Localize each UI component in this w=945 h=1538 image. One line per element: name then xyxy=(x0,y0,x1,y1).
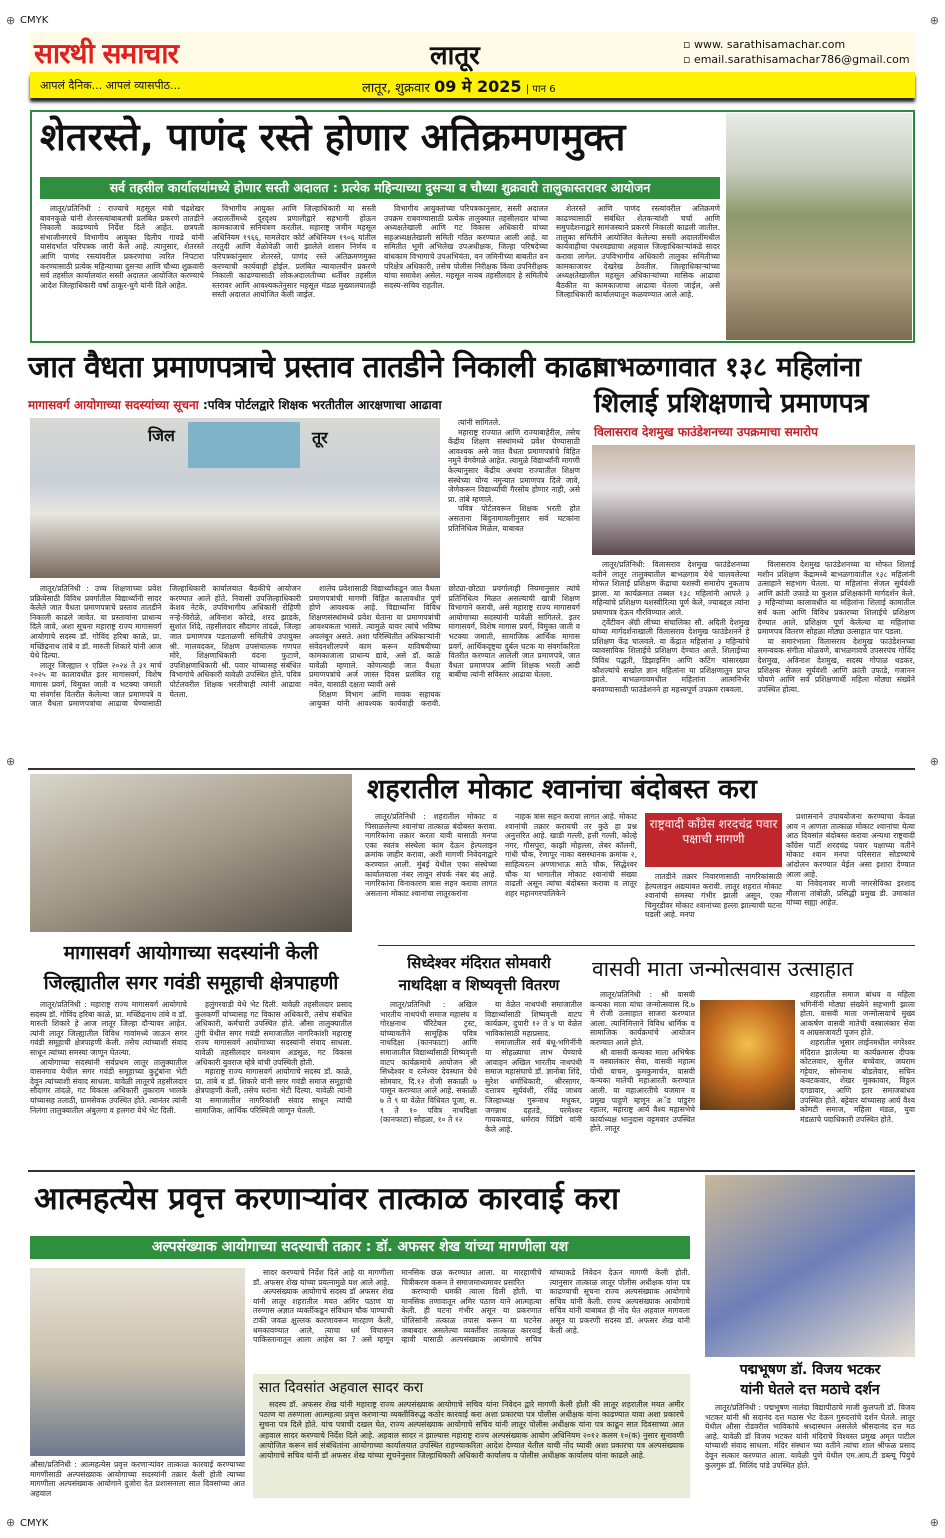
meeting-photo xyxy=(30,418,440,578)
article-body: लातूर/प्रतिनिधी : शहरातील मोकाट व पिसाळलेल्या श्वानांचा तात्काळ बंदोबस्त करावा. नागरिकांना तक्रार करता यावी यासाठी मनपा एका स्वतंत्र संस्थेला काम देऊन हेल्पलाइन क्रमांक जाहीर करावा, अशी मागणी निवेदनाद्वारे करण्यात आली. मुंबई येथील एका संस्थेच्या कार्यालयाला नंबर लावून संपर्क नंबर बंद आहे. नागरिकांना विनाकारण त्रास सहन करावा लागत असताना मोकाट श्वानांचा लातूरकरांना नाहक त्रास सहन करावा लागत आहे. मोकाट श्वानांची तक्रार करायची तर कुठे हा प्रश्न अनुत्तरित आहे. खाडी गल्ली, हत्ती गल्ली, कोल्हे नगर, गौसपुरा, काझी मोहल्ला, लेबर कॉलनी, गांधी चौक, रेणापूर नाका बसस्थानक क्रमांक २, साहित्यरत्न अण्णाभाऊ साठे चौक, सिद्धेश्वर चौक या भागातील मोकाट श्वानांची संख्या वाढली असून त्यांचा बंदोबस्त करावा व लातूर शहर महानगरपालिकेने xyxy=(365,812,637,898)
article-body: प्रशासनाने उपाययोजना करण्याचा केवळ आव न आणता तात्काळ मोकाट श्वानांचा येत्या आठ दिवसांत बंदोबस्त करावा अन्यथा राष्ट्रवादी काँग्रेस पार्टी शरदचंद्र पवार पक्षाच्या वतीने मोकाट श्वान मनपा परिसरात सोडण्याचे आंदोलन करण्यात येईल असा इशारा देण्यात आला आहे. या निवेदनावर माजी नगरसेविका इरशाद मौलाना तांबोळी, प्रसिद्धी प्रमुख डी. उमाकांत यांच्या सह्या आहेत. xyxy=(786,812,915,908)
divider xyxy=(378,945,915,946)
headline: शहरातील मोकाट श्वानांचा बंदोबस्त करा xyxy=(367,774,757,805)
highlight-box xyxy=(253,1374,690,1498)
divider xyxy=(28,768,915,770)
callout-box: राष्ट्रवादी काँग्रेस शरदचंद्र पवार पक्षाची मागणी xyxy=(645,813,782,867)
article-body: सादर करण्याचे निर्देश दिले आहे या मागणीला डॉ. अफसर शेख यांच्या प्रयत्नामुळे यश आले आहे. अल्पसंख्याक आयोगाचे सदस्य डॉ अफसर शेख यांनी लातूर शहरातील मयत अमिर पठाण या तरुणास अज्ञात व्यक्तींकडून संविधान चौक पाण्याची टाकी जवळ क्षुल्लक कारणावरून मारहाण केली, धमकावण्यात आले, त्याचा धर्म विचारून पाकिस्तानातून आला आहेस का ? असे म्हणून मानसिक छळ करण्यात आला. या मारहाणीचे चित्रीकरण करून ते समाजमाध्यमावर प्रसारित करण्याची धमकी त्याला दिली होती. या मानसिक तणावातून अमिर पठाण याने आत्महत्या केली. ही घटना गंभीर असून या प्रकरणात पोलिसांनी तत्काळ तपास करून या घटनेस जबाबदार असलेल्या व्यक्तींवर तात्काळ कारवाई व्हावी यासाठी अल्पसंख्याक आयोगाचे सचिव यांच्याकडे निवेदन देऊन मागणी केली होती. त्यानुसार तात्काळ लातूर पोलीस अधीक्षक यांना पत्र काढण्याची सूचना राज्य अल्पसंख्याक आयोगाचे सचिव यांनी केली. राज्य अल्पसंख्याक आयोगाचे सचिव यांनी याबाबत ही नोंद घेत अहवाल मागवला असून या प्रकरणी सदस्य डॉ. अफसर शेख यांनी केली आहे. xyxy=(253,1268,690,1345)
headline: आत्महत्येस प्रवृत्त करणाऱ्यांवर तात्काळ कारवाई करा xyxy=(34,1181,619,1217)
article-body: लातूर/प्रतिनिधी : श्री वासवी कन्यका माता यांचा जन्मोत्सवास दि.७ मे रोजी उत्साहात साजरा करण्यात आला. त्यानिमित्ताने विविध धार्मिक व सामाजिक कार्यक्रमांचे आयोजन करण्यात आले होते. श्री वासवी कन्यका माता अभिषेक व वस्त्रालंकार सेवा, वासवी महात्म पोथी वाचन, कुमकुमार्चन, वासवी कन्यका मातेची महाआरती करण्यात आली. या महाआरतीचे यजमान व प्रमुख पाहुणे म्हणून अॅड पांडुरंग रहातर, महाराष्ट्र आर्य वैश्य महासभेचे कार्याध्यक्ष भानुदास वट्टमवार उपस्थित होते. लातूर xyxy=(590,990,695,1134)
website-link[interactable]: ▫ www. sarathisamachar.com xyxy=(683,38,846,51)
article-body: लातूर/प्रतिनिधी: विलासराव देशमुख फाउंडेशनच्या वतीने लातूर तालुक्यातील बाभळगाव येथे चालवलेल्या मोफत शिलाई प्रशिक्षण केंद्राचा यशस्वी समारोप नुकताच झाला. या कार्यक्रमात तब्बल १३८ महिलांनी आपले ३ महिन्यांचे प्रशिक्षण यशस्वीरित्या पूर्ण केले, ज्याबद्दल त्यांना प्रमाणपत्र देऊन गौरविण्यात आले. ट्वेंटीवन ॲग्री लीच्या संचालिका सौ. अदिती देशमुख यांच्या मार्गदर्शनाखाली विलासराव देशमुख फाउंडेशनने हे प्रशिक्षण केंद्र चालवले. या केंद्रात महिलांना ३ महिन्यांचे व्यावसायिक शिलाईचे प्रशिक्षण देण्यात आले. शिलाईच्या विविध पद्धती, डिझाइनिंग आणि कटिंग यांसारख्या कौशल्यांचे सखोल ज्ञान महिलांना या प्रशिक्षणातून प्राप्त झाले. बाभळगावमधील महिलांना आत्मनिर्भर बनवण्यासाठी फाउंडेशनने हा महत्त्वपूर्ण उपक्रम राबवला. विलासराव देशमुख फाउंडेशनच्या या मोफत शिलाई मशीन प्रशिक्षण केंद्रामध्ये बाभळगावातील १३८ महिलांनी उत्साहाने सहभाग घेतला. या महिलांना सेजल सूर्यवंशी आणि क्रांती उफाडे या कुशल प्रशिक्षकांनी मार्गदर्शन केले. ३ महिन्यांच्या कालावधीत या महिलांना शिलाई कामातील सर्व कला आणि विविध प्रकारच्या शिलाईचे प्रशिक्षण देण्यात आले. प्रशिक्षण पूर्ण केलेल्या या महिलांचा प्रमाणपत्र वितरण सोहळा मोठ्या उत्साहात पार पडला. या समारंभाला विलासराव देशमुख फाउंडेशनच्या समन्वयक संगीता मोळवणे, बाभळगावचे उपसरपंच गोविंद देशमुख, अविनाश देशमुख, सदस्य गोपाळ थडकर, प्रशिक्षक सेजल सूर्यवंशी आणि क्रांती उफाडे, गजानन चोयणे आणि सर्व प्रशिक्षणार्थी महिला मोठ्या संख्येने उपस्थित होत्या. xyxy=(592,560,915,694)
article-body: लातूर/प्रतिनिधी : महाराष्ट्र राज्य मागासवर्ग आयोगाचे सदस्य डॉ. गोविंद हरिबा काळे, प्रा. मच्छिंद्रनाथ तांबे व डॉ. मारुती शिकारे हे आज लातूर जिल्हा दौऱ्यावर आहेत. त्यांनी लातूर जिल्ह्यातील विविध गावांमध्ये जाऊन सगर गवंडी समूहाची क्षेत्रपाहणी केली. तसेच त्यांच्याशी संवाद साधून त्यांच्या समस्या जाणून घेतल्या. आयोगाच्या सदस्यांनी सर्वप्रथम लातूर तालुक्यातील वासनगाव येथील सगर गवंडी समूहाच्या कुटुंबांना भेटी देवून त्यांच्याशी संवाद साधला. यावेळी लातूरचे तहसीलदार सौदागर तांदळे, गट विकास अधिकारी तुकाराम भालके यांच्यासह तलाठी, ग्रामसेवक उपस्थित होते. त्यानंतर त्यांनी निलंगा तालुक्यातील अंबुलगा व हलगरा येथे भेट दिली. हलुंगरवाडी येथे भेट दिली. यावेळी तहसीलदार प्रसाद कुलकर्णी यांच्यासह गट विकास अधिकारी, तसेच संबंधित अधिकारी, कर्मचारी उपस्थित होते. औसा तालुक्यातील तुंगी येथील सगर गवंडी समाजातील नागरिकांशी महाराष्ट्र राज्य मागासवर्ग आयोगाच्या सदस्यांनी संवाद साधला. यावेळी तहसीलदार घनश्याम अडसूळ, गट विकास अधिकारी युवराज म्हेत्रे यांची उपस्थिती होती. महाराष्ट्र राज्य मागासवर्ग आयोगाचे सदस्य डॉ. काळे, प्रा. तांबे व डॉ. शिकारे यांनी सगर गवंडी समाज समूहाची क्षेत्रपाहणी केली, तसेच घरांना भेटी दिल्या. यावेळी त्यांनी या समाजातील नागरिकांशी संवाद साधून त्यांची सामाजिक, आर्थिक परिस्थिती जाणून घेतली. xyxy=(30,1000,352,1115)
edition-city: लातूर xyxy=(430,41,480,71)
headline: पद्मभूषण डॉ. विजय भटकर यांनी घेतले दत्त मठाचे दर्शन xyxy=(739,1362,881,1398)
tagline: आपलं दैनिक... आपलं व्यासपीठ... xyxy=(40,79,181,92)
box-heading: सात दिवसांत अहवाल सादर करा xyxy=(259,1380,424,1396)
subheadline: अल्पसंख्याक आयोगाच्या सदस्याची तक्रार : डॉ. अफसर शेख यांच्या मागणीला यश xyxy=(30,1236,690,1259)
farm-road-photo xyxy=(726,113,912,340)
article-body: तातडीने तक्रार निवारणासाठी नागरिकांसाठी हेल्पलाइन अद्ययावत करावी. लातूर शहरात मोकाट श्वानांची समस्या गंभीर झाली असून, एका चिमुरडीवर मोकाट श्वानांच्या हल्ला झाल्याची घटना घडली आहे. मनपा xyxy=(645,872,782,920)
dr-bhatkar-visit-photo xyxy=(705,1175,915,1357)
photo-caption: औसा/प्रतिनिधी : आत्महत्येस प्रवृत्त करणाऱ्यांवर तात्काळ कारवाई करण्याच्या मागणीसाठी अल्पसंख्याक आयोगाच्या सदस्यांनी तक्रार केली होती त्याच्या मागणीला अल्पसंख्याक आयोगाने दुजोरा देत प्रशासनाला सात दिवसांच्या आत अहवाल xyxy=(30,1460,245,1498)
newspaper-logo: सारथी समाचार xyxy=(34,37,178,70)
article-body: लातूर/प्रतिनिधी : पद्मभूषण नालंदा विद्यापीठाचे माजी कुलपती डॉ. विजय भटकर यांनी श्री सदानंद दत्त मठास भेट देऊन गुरुदत्तांचे दर्शन घेतले. लातूर येथील औसा रोडवरील भाविकांचे श्रध्दास्थान असलेले श्रीसदानंद दत्त मठ आहे. यावेळी डॉ विजय भटकर यांनी मंदिराचे विश्वस्त प्रमुख अमृत पाटील यांच्याशी संवाद साधला. मंदिर संस्थान च्या वतीने त्यांचा शाल श्रीफळ प्रसाद देवून सत्कार करण्यात आला. यावेळी पुणे येथील एम.आय.टी डब्ल्यू पियुचे कुलगुरू डॉ. मिलिंद पांडे उपस्थित होते. xyxy=(705,1403,915,1470)
article-body: लातूर/प्रतिनिधी : राज्याचे महसूल मंत्री चंद्रशेखर बावनकुळे यांनी शेतरस्त्यांबाबतची प्रलंबित प्रकरणे तातडीने निकाली काढण्याचे निर्देश दिले आहेत. छत्रपती संभाजीनगरचे विभागीय आयुक्त दिलीप गावडे यांनी यासंदर्भात परिपत्रक जारी केले आहे. त्यानुसार, शेतरस्ते आणि पाणंद रस्त्यांवरील प्रकरणांचा त्वरित निपटारा करण्यासाठी प्रत्येक महिन्याच्या दुसऱ्या आणि चौथ्या शुक्रवारी सर्व तहसील कार्यालयांत सस्ती अदालत आयोजित करण्याचे आदेश जिल्हाधिकारी वर्षा ठाकूर-घुगे यांनी दिले आहेत. विभागीय आयुक्त आणि जिल्हाधिकारी या सस्ती अदालतींमध्ये दूरदृश्य प्रणालीद्वारे सहभागी होऊन कामकाजाचे सनियंत्रण करतील. महाराष्ट्र जमीन महसूल अधिनियम १९६६, मामलेदार कोर्ट अधिनियम १९०६ यांतील तरतुदी आणि वेळोवेळी जारी झालेले शासन निर्णय व परिपत्रकांनुसार शेतरस्ते, पाणंद रस्ते अतिक्रमणमुक्त करण्याची कार्यवाही होईल. प्रलंबित न्यायालयीन प्रकरणे निकाली काढण्यासाठी लोकअदालतीच्या धर्तीवर तहसील स्तरावर आणि आवश्यकतेनुसार महसूल मंडळ मुख्यालयातही सस्ती अदालत आयोजित केली जाईल. विभागीय आयुक्तांच्या परिपत्रकानुसार, सस्ती अदालत उपक्रम राबवण्यासाठी प्रत्येक तालुक्यात तहसीलदार यांच्या अध्यक्षतेखाली आणि गट विकास अधिकारी यांच्या सहअध्यक्षतेखाली समिती गठित करण्यात आली आहे. या समितीत भूमी अभिलेख उपअधीक्षक, जिल्हा परिषदेच्या बांधकाम विभागाचे उपअभियंता, वन जमिनीच्या बाबतीत वन परिक्षेत्र अधिकारी, तसेच पोलीस निरीक्षक किंवा उपनिरीक्षक यांचा समावेश असेल. महसूल नायब तहसीलदार हे समितीचे सदस्य-सचिव राहतील. शेतरस्ते आणि पाणंद रस्त्यांवरील अतिक्रमणे काढण्यासाठी संबंधित शेतकऱ्यांशी चर्चा आणि समुपदेशनाद्वारे सामंजस्याने प्रकरणे निकाली काढली जातील. तालुका समितीने आयोजित केलेल्या सस्ती अदालतींमधील कार्यवाहीचा पंधरवड्याचा अहवाल जिल्हाधिकाऱ्यांकडे सादर करावा लागेल. उपविभागीय अधिकारी तालुका समितीच्या कामकाजावर देखरेख ठेवतील. जिल्हाधिकाऱ्यांच्या अध्यक्षतेखालील महसूल अधिकाऱ्यांच्या मासिक आढावा बैठकीत या कामकाजाचा आढावा घेतला जाईल, असे जिल्हाधिकारी कार्यालयातून कळवण्यात आले आहे. xyxy=(40,204,720,300)
registration-mark-icon: ⊕ xyxy=(929,14,939,27)
subheadline: मागासवर्ग आयोगाच्या सदस्यांच्या सूचना :पवित्र पोर्टलद्वारे शिक्षक भरतीतील आरक्षणाचा आढावा xyxy=(28,398,442,412)
article-body: शहरातील समाज बांधव व महिला भगिनींनी मोठ्या संख्येने सहभागी झाला होता. वासवी माता जन्मोत्सवाचे मुख्य आकर्षण वासवी मातेची वस्त्रालंकार सेवा व आम्रसजावटी पूजन होते. शहरातील भूसार लाईनमधील नगरेश्वर मंदिरात झालेल्या या कार्यक्रमास दीपक कोटलवार, सुनील बच्चेवार, जयराम गट्टेवार, सोमनाथ बोडलेवार, सचिन कवटकवार, शेखर मुक्कावार, विठ्ठल दगडावार, आणि इतर समाजबांधव उपस्थित होते. बट्टेवार यांच्यासह आर्य वैश्य कोमटी समाज, महिला मंडळ, युवा मंडळाचे पदाधिकारी उपस्थित होते. xyxy=(800,990,915,1124)
officials-visit-photo xyxy=(30,774,352,932)
banner-text: जिल xyxy=(148,426,175,445)
article-body: लातूर/प्रतिनिधी : अखिल भारतीय नाथपंथी समाज महासंघ व गोरक्षनाथ चॅरिटेबल ट्रस्ट, यांच्यावतीने सामूहिक पवित्र नाथदिक्षा (कानफाटा) आणि समाजातील विद्यार्थ्यांसाठी शिष्यवृत्ती वाटप कार्यक्रमाचे आयोजन श्री सिध्देश्वर व रत्नेश्वर देवस्थान येथे सोमवार, दि.१२ रोजी सकाळी ७ पासून करण्यात आले आहे. सकाळी ७ ते ९ या वेळेत विधिवत पूजा, स. ९ ते १० पवित्र नाथदिक्षा (कानफाटा) सोहळा, १० ते १२ या वेळेत नाथपंथी समाजातील विद्यार्थ्यांसाठी शिष्यवृत्ती वाटप कार्यक्रम, दुपारी १२ ते ४ या वेळेत भाविकांसाठी महाप्रसाद. समाजातील सर्व बंधू-भगिनींनी या सोहळ्याचा लाभ घेण्याचे आवाहन अखिल भारतीय नाथपंथी समाज महासंघाचे डॉ. ज्ञानोबा शिंदे, सुरेश धर्माधिकारी, श्रीरसागर, दत्तात्रय सूर्यवंशी, रविंद्र जाधव जिल्हाध्यक्ष गुरूनाथ मधुकर, जगन्नाथ दहतडे, परमेश्वर गायकवाड, धर्मराव पिंडिगे यांनी केले आहे. xyxy=(380,1000,582,1134)
cmyk-mark: CMYK xyxy=(20,1518,49,1529)
divider xyxy=(28,1170,915,1172)
headline: मागासवर्ग आयोगाच्या सदस्यांनी केली जिल्ह्यातील सगर गवंडी समूहाची क्षेत्रपाहणी xyxy=(43,942,339,994)
registration-mark-icon: ⊕ xyxy=(6,755,16,768)
banner-text: तूर xyxy=(312,428,328,447)
contact-links xyxy=(683,37,910,67)
projection-screen xyxy=(188,422,300,468)
headline: बाभळगावात १३८ महिलांना शिलाई प्रशिक्षणाचे प्रमाणपत्र xyxy=(594,352,869,419)
email-link[interactable]: ▫ email.sarathisamachar786@gmail.com xyxy=(683,53,910,66)
headline: वासवी माता जन्मोत्सवास उत्साहात xyxy=(592,957,854,981)
registration-mark-icon: ⊕ xyxy=(929,755,939,768)
registration-mark-icon: ⊕ xyxy=(6,14,16,27)
article-body: लातूर/प्रतिनिधी : उच्च शिक्षणाच्या प्रवेश प्रक्रियेसाठी विविध प्रवर्गातील विद्यार्थ्यांनी सादर केलेले जात वैधता प्रमाणपत्राचे प्रस्ताव तातडीने निकाली काढले जावेत. या प्रस्तावांना प्राधान्य दिले जावे, अशा सूचना महाराष्ट्र राज्य मागासवर्ग आयोगाचे सदस्य डॉ. गोविंद हरिबा काळे, प्रा. मच्छिंद्रनाथ तांबे व डॉ. मारुती शिकारे यांनी आज येथे दिल्या. लातूर जिल्ह्यात १ एप्रिल २०२४ ते ३१ मार्च २०२५ या कालावधीत इतर मागासवर्ग, विशेष मागास प्रवर्ग, विमुक्त जाती व भटक्या जमाती या संवर्गास वितरीत केलेल्या जात प्रमाणपत्रे व जात वैधता प्रमाणपत्रांचा आढावा घेण्यासाठी जिल्हाधिकारी कार्यालयात बैठकीचे आयोजन करण्यात आले होते. निवासी उपजिल्हाधिकारी केशव नेटके, उपविभागीय अधिकारी रोहिणी नऱ्हे-विरोळे, अविनाश कोरडे, शरद झाडके, सुशांत शिंदे, तहसीलदार सौदागर तांदळे, जिल्हा जात प्रमाणपत्र पडताळणी समितीचे उपायुक्त श्री. मालवदकर, शिक्षण उपसंचालक गणपत मोरे, शिक्षणाधिकारी वंदना फुटाणे, उपशिक्षणाधिकारी श्री. पवार यांच्यासह संबंधित विभागांचे अधिकारी यावेळी उपस्थित होते. पवित्र पोर्टलवरील शिक्षक भरतीचाही त्यांनी आढावा घेतला. शालेय प्रवेशासाठी विद्यार्थ्यांकडून जात वैधता प्रमाणपत्रांची मागणी विहित कालावधीत पूर्ण होणे आवश्यक आहे. विद्यार्थ्यांना विविध शिक्षणसंस्थांमध्ये प्रवेश घेताना या प्रमाणपत्रांची आवश्यकता भासते. त्यामुळे यावर त्यांचे भविष्य अवलंबून असते. अशा परिस्थितीत अधिकाऱ्यांनी संवेदनशीलपणे काम करून याविषयीच्या कामकाजाला प्राधान्य द्यावे, असे डॉ. काळे यावेळी म्हणाले. कोणत्याही जात वैधता प्रमाणपत्रांचे अर्ज जास्त दिवस प्रलंबित राहू नयेत, यासाठी दक्षता घ्यावी असे शिक्षण विभाग आणि मावक सहायक आयुक्त यांनी आवश्यक कार्यवाही करावी. छोट्या-छोट्या प्रवर्गालाही नियमानुसार त्यांचे प्रतिनिधित्व मिळत असल्याची खात्री शिक्षण विभागाने करावी, असे महाराष्ट्र राज्य मागासवर्ग आयोगाच्या सदस्यांनी यावेळी सांगितले. इतर मागासवर्ग, विशेष मागास प्रवर्ग, विमुक्त जाती व भटक्या जमाती, सामाजिक आर्थिक मागास प्रवर्ग, आर्थिकदृष्ट्या दुर्बल घटक या संवर्गाकरिता वितरीत करण्यात आलेली जात प्रमाणपत्रे, जात वैधता प्रमाणपत्र आणि शिक्षक भरती आदी बाबींचा त्यांनी सविस्तर आढावा घेतला. xyxy=(30,584,580,709)
complaint-handover-photo xyxy=(30,1268,245,1456)
subheadline: विलासराव देशमुख फाउंडेशनच्या उपक्रमाचा समारोप xyxy=(594,425,818,439)
registration-mark-icon: ⊕ xyxy=(929,1516,939,1529)
headline: सिध्देश्वर मंदिरात सोमवारी नाथदिक्षा व शिष्यवृत्ती वितरण xyxy=(398,954,560,994)
box-body: सदस्य डॉ. अफसर शेख यांनी महाराष्ट्र राज्य अल्पसंख्याक आयोगाचे सचिव यांना निवेदन द्वारे मागणी केली होती की लातूर शहरातील मयत अमीर पठाण या तरुणाला आत्महत्या प्रवृत्त करणाऱ्या व्यक्तीविरुद्ध कठोर कारवाई करा अशा प्रकारचा पत्र पोलीस अधीक्षक यांना काढण्यात यावा अशा प्रकारचे सुचना पत्र दिले होते. यांच पत्राची दखल घेत, राज्य अल्पसंख्याक आयोगाचे सचिव यांनी लातूर पोलीस अधीक्षक यांना पत्र काढून सात दिवसाच्या आत अहवाल सादर करण्याचे निर्देश दिले आहे. अहवाल सादर न झाल्यास महाराष्ट्र राज्य अल्पसंख्याक आयोग अधिनियम २०१२ कलम १०(क) नुसार सुनावणी आयोजित करून सर्व संबंधितांना आयोगाच्या कार्यालयात उपस्थित राहण्याकरिता आदेश देण्यात येतील याची नोंद घ्यावी अशा प्रकारचा पत्र अल्पसंख्याक आयोगाचे सचिव यांनी डॉ अफसर शेख यांच्या सूचनेनुसार जिल्हाधिकारी अधिकारी कार्यालय व पोलीस अधीक्षक कार्यालय यांना काढले आहे. xyxy=(259,1400,684,1461)
certificate-ceremony-photo xyxy=(592,445,915,555)
article-body: त्यांनी सांगितले. महाराष्ट्र राज्यात आणि राज्याबाहेरील, तसेच केंद्रीय शिक्षण संस्थांमध्ये प्रवेश घेण्यासाठी आवश्यक असे जात वैधता प्रमाणपत्रांचे विहित नमुने वेगवेगळे आहेत. त्यामुळे विद्यार्थ्यांनी मागणी केल्यानुसार केंद्रीय अथवा राज्यातील शिक्षण संस्थेच्या योग्य नमुन्यात प्रमाणपत्र दिले जावे, जेणेकरून विद्यार्थ्यांची गैरसोय होणार नाही, असे प्रा. तांबे म्हणाले. पवित्र पोर्टलवरून शिक्षक भरती होत असताना बिंदुनामावलीनुसार सर्व घटकांना प्रतिनिधित्व मिळेल, याबाबत xyxy=(448,418,580,533)
goddess-idol-photo xyxy=(700,1000,795,1110)
issue-date: लातूर, शुक्रवार 09 मे 2025 | पान 6 xyxy=(362,77,556,96)
cmyk-mark: CMYK xyxy=(20,15,49,26)
subheadline: सर्व तहसील कार्यालयांमध्ये होणार सस्ती अदालत : प्रत्येक महिन्याच्या दुसऱ्या व चौथ्या शुक्रवारी तालुकास्तरावर आयोजन xyxy=(40,177,720,199)
headline: जात वैधता प्रमाणपत्राचे प्रस्ताव तातडीने निकाली काढा xyxy=(28,350,600,385)
registration-mark-icon: ⊕ xyxy=(6,1516,16,1529)
headline: शेतरस्ते, पाणंद रस्ते होणार अतिक्रमणमुक्त xyxy=(40,115,626,159)
